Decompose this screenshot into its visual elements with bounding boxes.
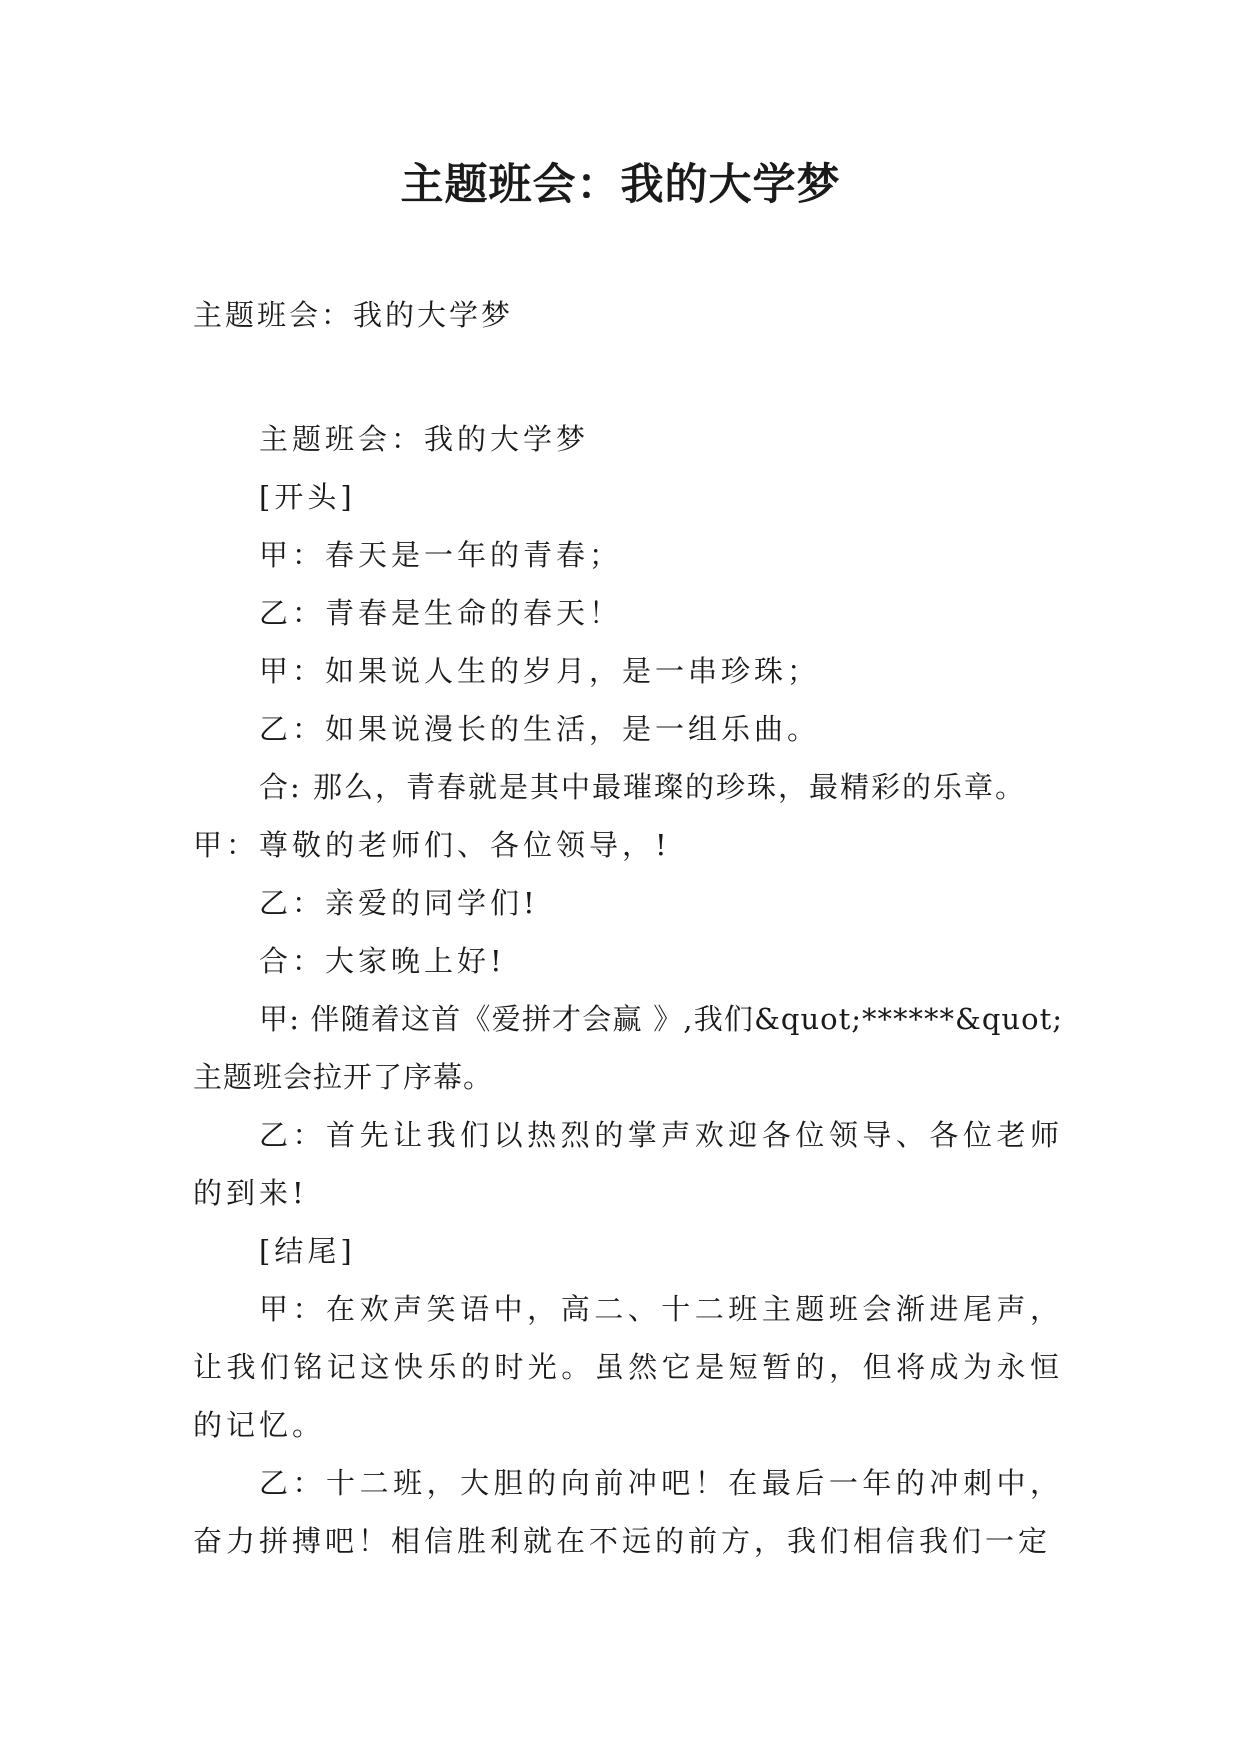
paragraph: 乙：亲爱的同学们! [259, 886, 539, 920]
paragraph: 甲：尊敬的老师们、各位领导，! [193, 828, 671, 862]
document-subtitle: 主题班会：我的大学梦 [193, 298, 514, 332]
paragraph: 乙：青春是生命的春天！ [259, 596, 623, 630]
paragraph: 甲: 伴随着这首《爱拼才会赢 》,我们&quot;******&quot;主题班会拉开了序幕。 [193, 1002, 1063, 1094]
paragraph: 乙：如果说漫长的生活，是一组乐曲。 [259, 712, 821, 746]
document-body [193, 410, 1063, 1570]
paragraph: 甲：春天是一年的青春； [259, 538, 623, 572]
document-title: 主题班会：我的大学梦 [400, 160, 841, 210]
paragraph: [开头] [259, 480, 356, 514]
paragraph: 主题班会：我的大学梦 [259, 422, 590, 456]
paragraph: 乙：首先让我们以热烈的掌声欢迎各位领导、各位老师的到来! [193, 1118, 1063, 1210]
paragraph: 合: 那么，青春就是其中最璀璨的珍珠，最精彩的乐章。 [259, 770, 1026, 804]
paragraph: 甲：如果说人生的岁月，是一串珍珠； [259, 654, 821, 688]
paragraph: [结尾] [259, 1234, 356, 1268]
paragraph: 乙：十二班，大胆的向前冲吧！在最后一年的冲刺中，奋力拼搏吧！相信胜利就在不远的前方，我们相信我们一定 [193, 1466, 1063, 1558]
paragraph: 合：大家晚上好! [259, 944, 506, 978]
paragraph: 甲：在欢声笑语中，高二、十二班主题班会渐进尾声，让我们铭记这快乐的时光。虽然它是短暂的，但将成为永恒的记忆。 [193, 1292, 1063, 1442]
